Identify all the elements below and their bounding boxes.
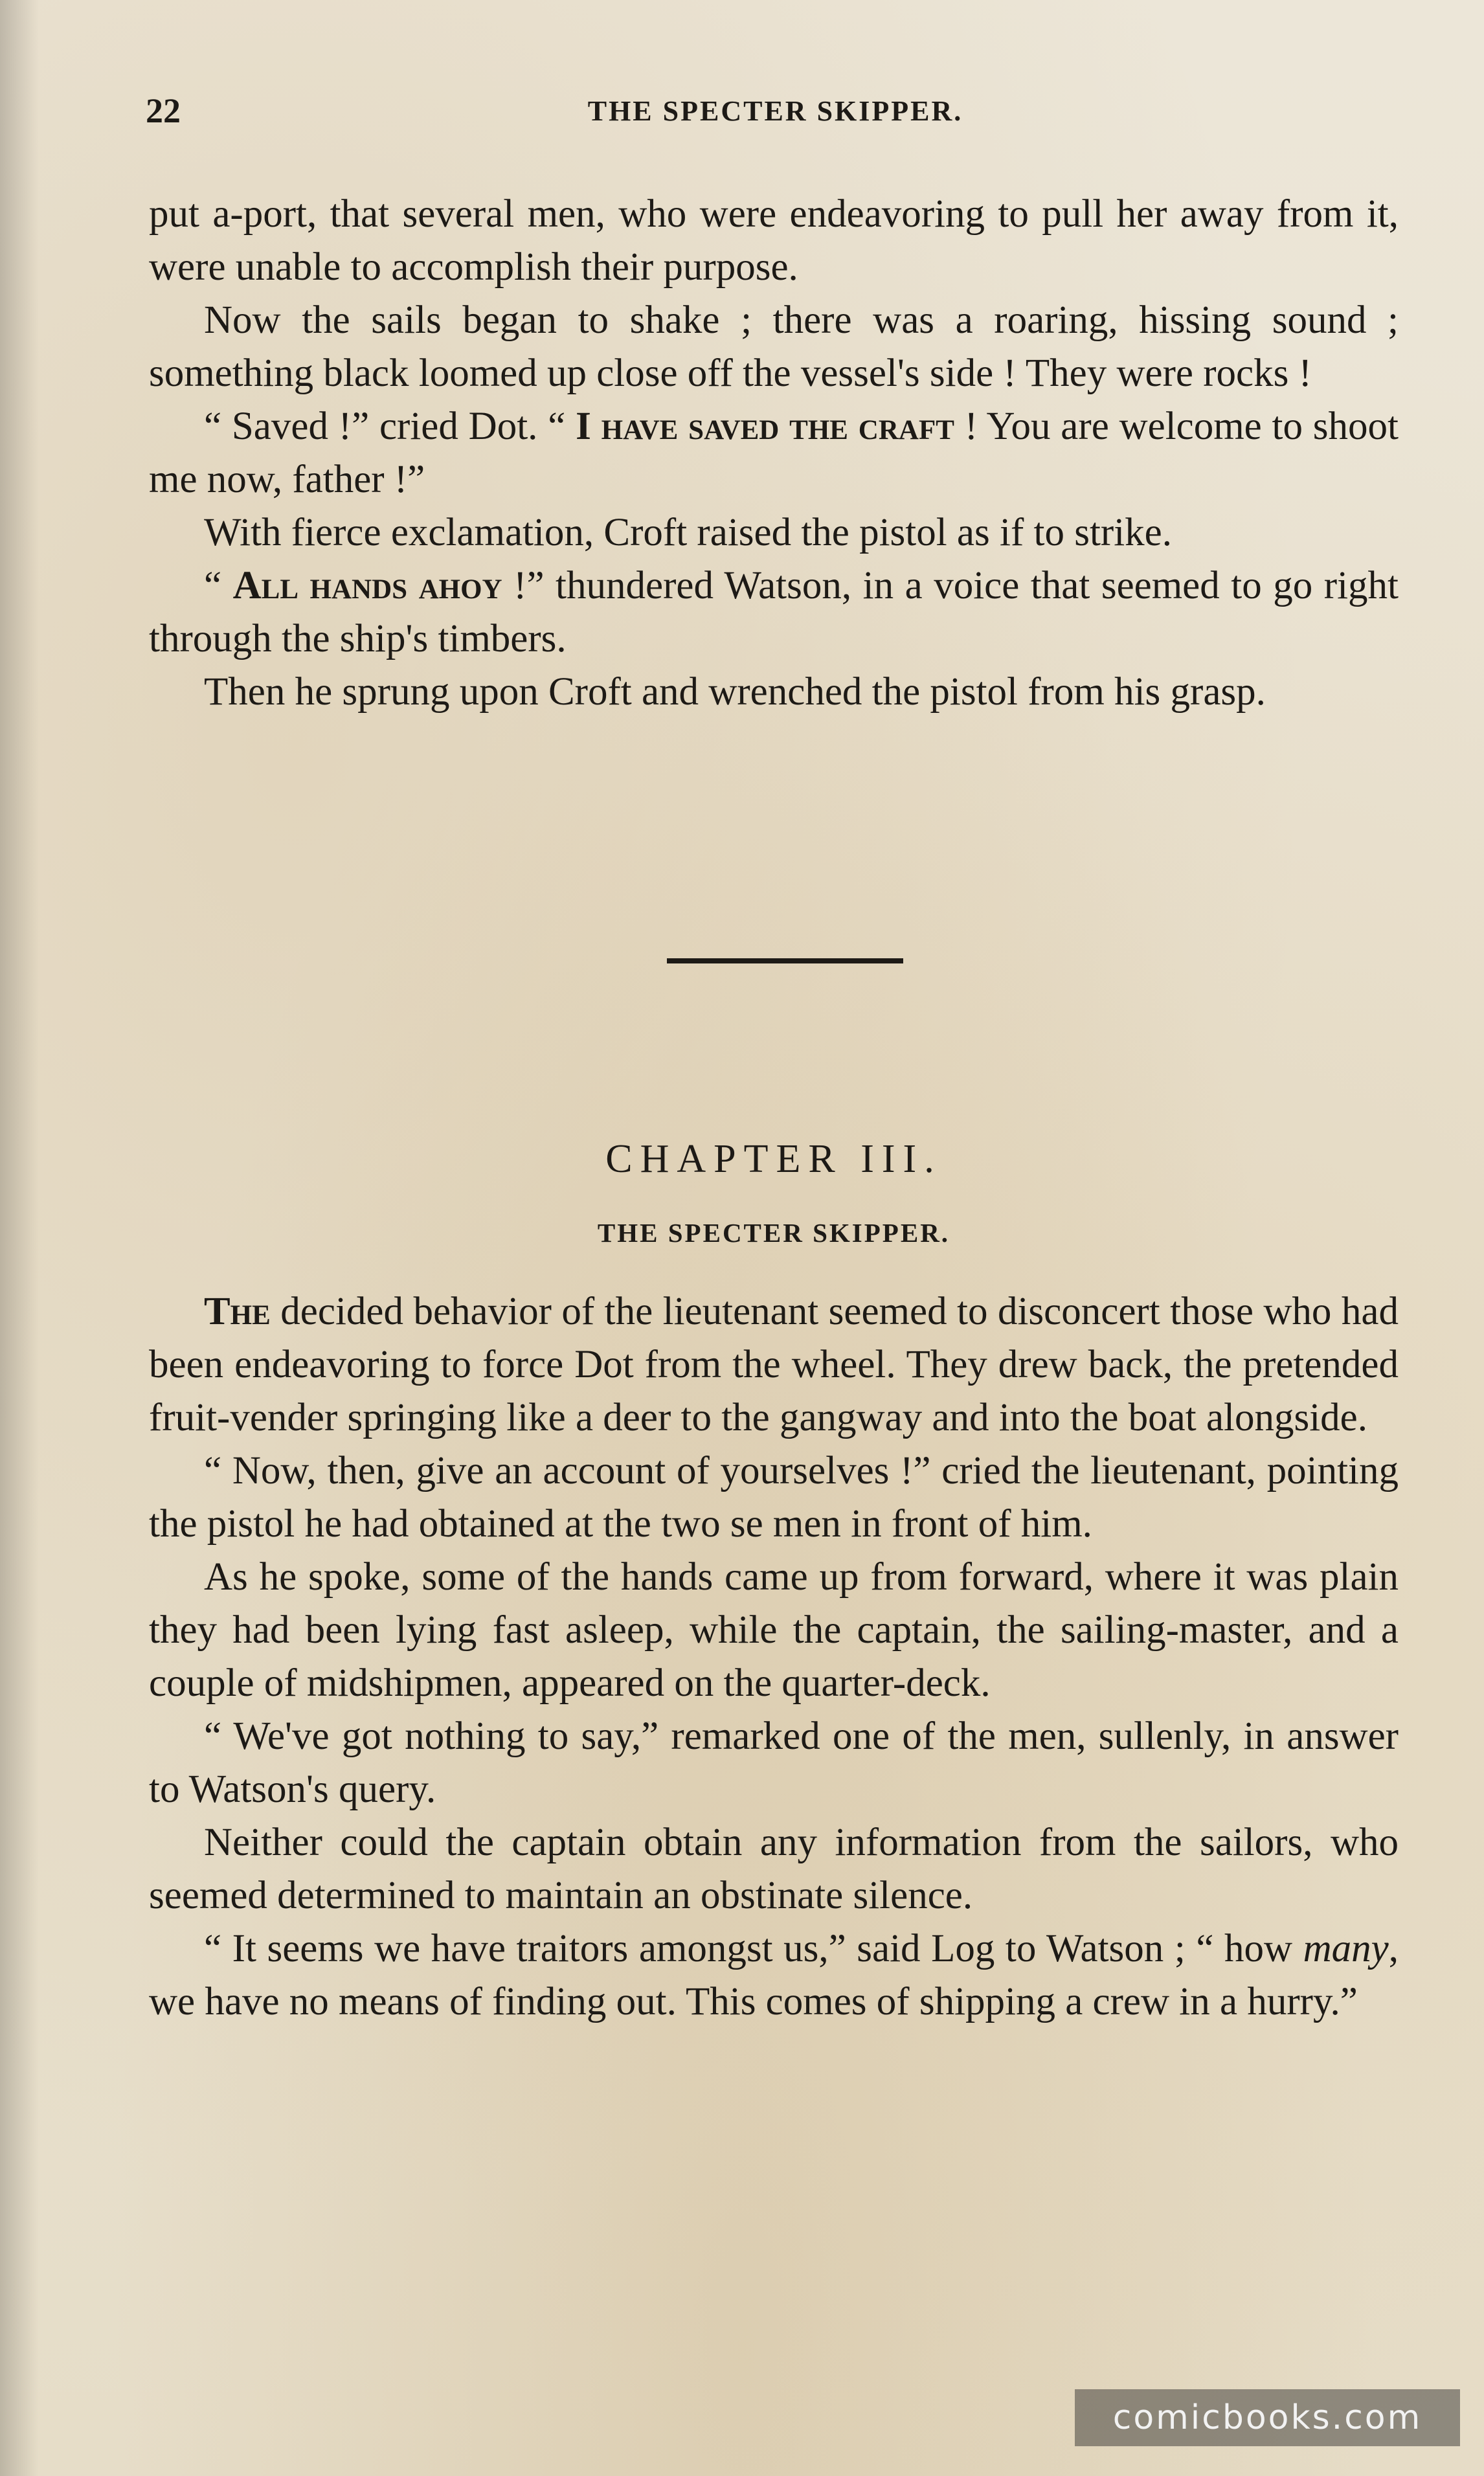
- paragraph: With fierce exclamation, Croft raised the pistol as if to strike.: [204, 511, 1172, 554]
- running-title: THE SPECTER SKIPPER.: [587, 95, 963, 127]
- paragraph: Now the sails began to shake ; there was a roaring, hissing sound ; something black loomed up close off the vessel's side ! They were rocks !: [149, 298, 1399, 395]
- chapter-subtitle: THE SPECTER SKIPPER.: [597, 1218, 950, 1248]
- small-caps-lead: The: [204, 1290, 271, 1333]
- paragraph: “ We've got nothing to say,” remarked one of the men, sullenly, in answer to Watson's query.: [149, 1715, 1399, 1811]
- paragraph: The decided behavior of the lieutenant seemed to disconcert those who had been endeavoring to force Dot from the wheel. They drew back, the pretended fruit-vender springing like a deer to the gangway and into the boat alongside.: [149, 1290, 1399, 1439]
- watermark: comicbooks.com: [1075, 2389, 1460, 2446]
- paragraph: Then he sprung upon Croft and wrenched the pistol from his grasp.: [204, 670, 1266, 714]
- paragraph: “ It seems we have traitors amongst us,” said Log to Watson ; “ how many, we have no means of finding out. This comes of shipping a crew in a hurry.”: [149, 1927, 1399, 2023]
- section-divider: [667, 958, 903, 963]
- small-caps-phrase: I have saved the craft: [576, 405, 954, 448]
- body-text-section-1: [149, 188, 1399, 719]
- page-gutter-shadow: [0, 0, 39, 2476]
- paragraph: Neither could the captain obtain any information from the sailors, who seemed determined to maintain an obstinate silence.: [149, 1821, 1399, 1917]
- italic-word: many: [1303, 1927, 1389, 1970]
- paragraph: “ Saved !” cried Dot. “ I have saved the craft ! You are welcome to shoot me now, father !”: [149, 405, 1399, 501]
- paragraph: “ Now, then, give an account of yourselves !” cried the lieutenant, pointing the pistol he had obtained at the two se men in front of him.: [149, 1449, 1399, 1546]
- small-caps-phrase: All hands ahoy: [232, 564, 502, 607]
- paragraph: put a-port, that several men, who were endeavoring to pull her away from it, were unable to accomplish their purpose.: [149, 192, 1399, 289]
- body-text-section-2: [149, 1285, 1399, 2029]
- paragraph: “ All hands ahoy !” thundered Watson, in a voice that seemed to go right through the ship's timbers.: [149, 564, 1399, 660]
- paragraph: As he spoke, some of the hands came up from forward, where it was plain they had been lying fast asleep, while the captain, the sailing-master, and a couple of midshipmen, appeared on the quarter-deck.: [149, 1555, 1399, 1705]
- running-head: [146, 91, 1405, 142]
- chapter-heading: CHAPTER III.: [605, 1137, 942, 1181]
- page-number: 22: [146, 91, 181, 130]
